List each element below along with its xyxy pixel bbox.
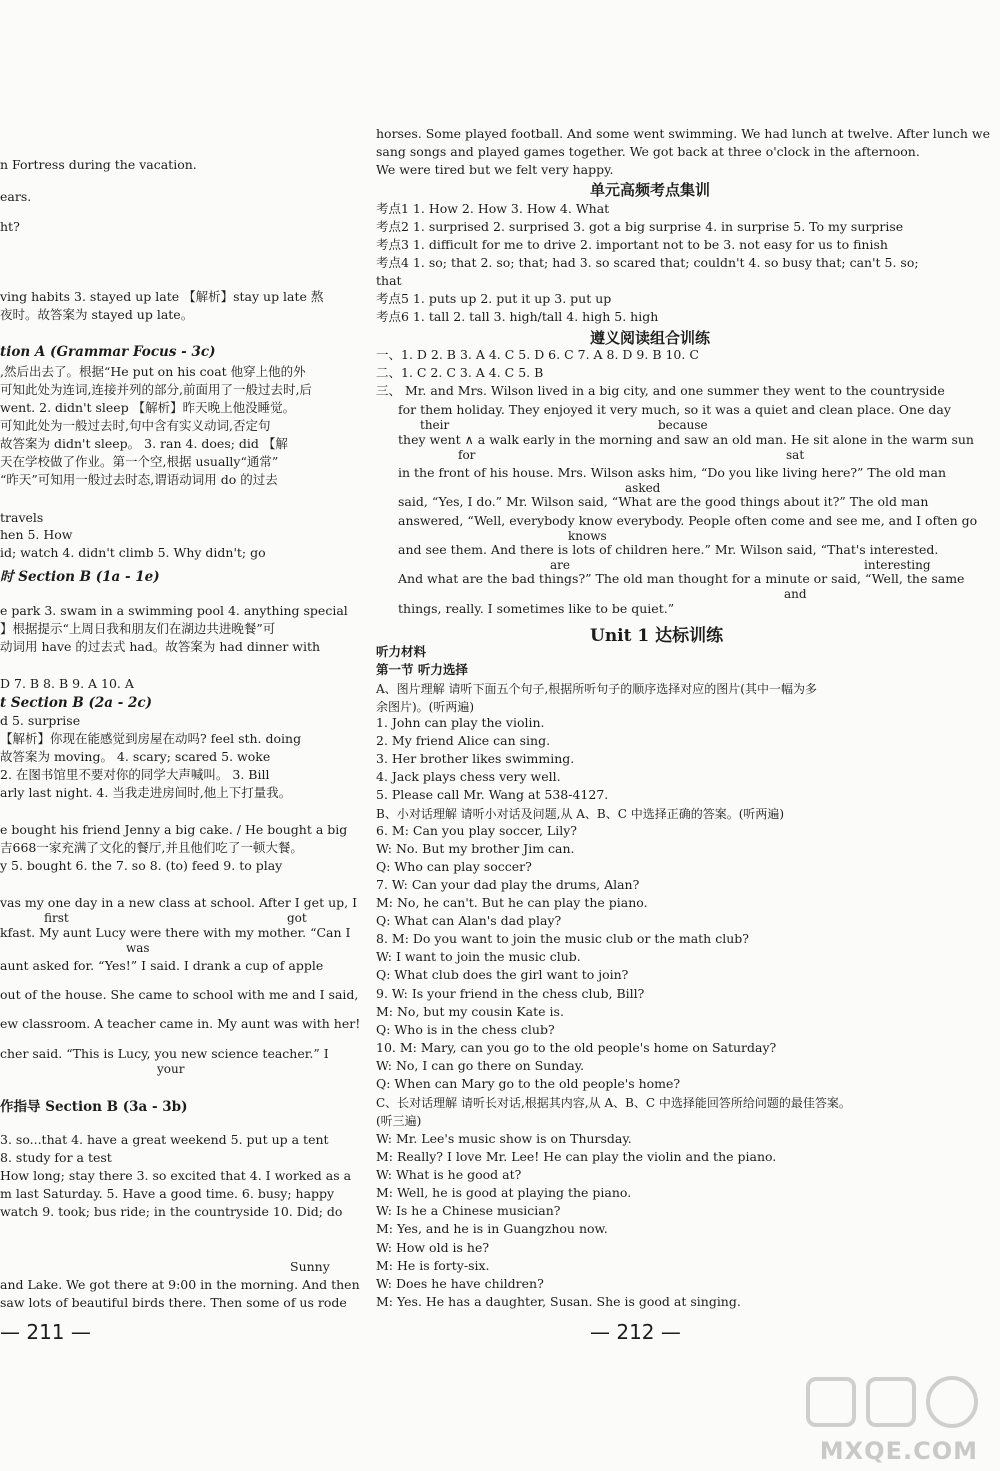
dialog-line: Q: Who is in the chess club? — [376, 1022, 555, 1037]
left-line: 】根据提示“上周日我和朋友们在湖边共进晚餐”可 — [0, 621, 276, 636]
left-line: ears. — [0, 189, 32, 204]
sentence-item: 4. Jack plays chess very well. — [376, 769, 561, 784]
watermark-text: MXQE.COM — [819, 1437, 978, 1465]
section-label: 第一节 听力选择 — [376, 662, 468, 677]
part-a-instructions: A、图片理解 请听下面五个句子,根据所听句子的顺序选择对应的图片(其中一幅为多 — [376, 682, 817, 696]
reading-line: and see them. And there is lots of children here.” Mr. Wilson said, “That's interested. — [398, 542, 939, 557]
left-line: out of the house. She came to school with me and I said, — [0, 987, 359, 1002]
dialog-line: 7. W: Can your dad play the drums, Alan? — [376, 877, 640, 892]
left-line: 故答案为 moving。 4. scary; scared 5. woke — [0, 749, 271, 764]
left-correction: was — [126, 941, 150, 955]
left-line: ving habits 3. stayed up late 【解析】stay up late 熬 — [0, 289, 324, 304]
left-line: 8. study for a test — [0, 1150, 112, 1165]
dialog-line: Q: What can Alan's dad play? — [376, 913, 562, 928]
reading-line: And what are the bad things?” The old man thought for a minute or said, “Well, the same — [398, 571, 965, 586]
long-dialog-line: W: Does he have children? — [376, 1276, 544, 1291]
left-line: went. 2. didn't sleep 【解析】昨天晚上他没睡觉。 — [0, 400, 296, 415]
left-section-heading: tion A (Grammar Focus - 3c) — [0, 344, 216, 360]
reading-correction: asked — [625, 481, 661, 495]
dialog-line: 10. M: Mary, can you go to the old people's home on Saturday? — [376, 1040, 777, 1055]
left-line: 动词用 have 的过去式 had。故答案为 had dinner with — [0, 639, 321, 654]
part-a-instructions-cont: 余图片)。(听两遍) — [376, 700, 475, 714]
long-dialog-line: M: He is forty-six. — [376, 1258, 490, 1273]
left-line: aunt asked for. “Yes!” I said. I drank a cup of apple — [0, 958, 324, 973]
long-dialog-line: W: Mr. Lee's music show is on Thursday. — [376, 1131, 632, 1146]
left-line: “昨天”可知用一般过去时态,谓语动词用 do 的过去 — [0, 472, 278, 487]
left-line: vas my one day in a new class at school. After I get up, I — [0, 895, 358, 910]
sentence-item: 3. Her brother likes swimming. — [376, 751, 575, 766]
listening-label: 听力材料 — [376, 644, 427, 659]
reading-line: in the front of his house. Mrs. Wilson asks him, “Do you like living here?” The old man — [398, 465, 947, 480]
left-line: 2. 在图书馆里不要对你的同学大声喊叫。 3. Bill — [0, 767, 270, 782]
left-line: e bought his friend Jenny a big cake. / He bought a big — [0, 822, 348, 837]
reading-correction: are — [550, 558, 570, 572]
left-line: d 5. surprise — [0, 713, 81, 728]
dialog-line: M: No, but my cousin Kate is. — [376, 1004, 564, 1019]
left-line: 天在学校做了作业。第一个空,根据 usually“通常” — [0, 454, 279, 469]
unit-title: Unit 1 达标训练 — [590, 626, 724, 646]
long-dialog-line: W: What is he good at? — [376, 1167, 522, 1182]
part-c-instructions: C、长对话理解 请听长对话,根据其内容,从 A、B、C 中选择能回答所给问题的最佳答案。 — [376, 1096, 851, 1110]
part-b-instructions: B、小对话理解 请听小对话及问题,从 A、B、C 中选择正确的答案。(听两遍) — [376, 807, 785, 821]
kaodian-line: 考点4 1. so; that 2. so; that; had 3. so scared that; couldn't 4. so busy that; can't 5. so; — [376, 255, 919, 270]
reading-line: 三、 Mr. and Mrs. Wilson lived in a big city, and one summer they went to the countryside — [376, 383, 945, 398]
dialog-line: Q: When can Mary go to the old people's home? — [376, 1076, 681, 1091]
kaodian-line: that — [376, 273, 402, 288]
left-line: 故答案为 didn't sleep。 3. ran 4. does; did 【解 — [0, 436, 288, 451]
left-line: travels — [0, 510, 44, 525]
part-c-instructions-cont: (听三遍) — [376, 1114, 422, 1128]
long-dialog-line: W: How old is he? — [376, 1240, 490, 1255]
left-line: D 7. B 8. B 9. A 10. A — [0, 676, 134, 691]
reading-correction: sat — [786, 448, 805, 462]
dialog-line: M: No, he can't. But he can play the piano. — [376, 895, 648, 910]
left-line: 【解析】你现在能感觉到房屋在动吗? feel sth. doing — [0, 731, 302, 746]
long-dialog-line: M: Yes. He has a daughter, Susan. She is good at singing. — [376, 1294, 741, 1309]
left-line: hen 5. How — [0, 527, 73, 542]
heading-reading: 遵义阅读组合训练 — [590, 329, 711, 347]
heading-kaodian: 单元高频考点集训 — [590, 181, 711, 199]
left-line: How long; stay there 3. so excited that 4. I worked as a — [0, 1168, 352, 1183]
reading-line: things, really. I sometimes like to be quiet.” — [398, 601, 675, 616]
dialog-line: Q: Who can play soccer? — [376, 859, 532, 874]
right-line: We were tired but we felt very happy. — [376, 162, 614, 177]
reading-correction: and — [784, 587, 807, 601]
dialog-line: 9. W: Is your friend in the chess club, Bill? — [376, 986, 645, 1001]
left-line: watch 9. took; bus ride; in the countryside 10. Did; do — [0, 1204, 343, 1219]
reading-line: 二、1. C 2. C 3. A 4. C 5. B — [376, 365, 544, 380]
long-dialog-line: M: Yes, and he is in Guangzhou now. — [376, 1221, 608, 1236]
left-line: Sunny — [290, 1259, 330, 1274]
left-section-heading: t Section B (2a - 2c) — [0, 695, 153, 711]
left-line: and Lake. We got there at 9:00 in the morning. And then — [0, 1277, 360, 1292]
kaodian-line: 考点2 1. surprised 2. surprised 3. got a big surprise 4. in surprise 5. To my surprise — [376, 219, 904, 234]
reading-correction: knows — [568, 529, 607, 543]
reading-line: answered, “Well, everybody know everybody. People often come and see me, and I often go — [398, 513, 978, 528]
kaodian-line: 考点5 1. puts up 2. put it up 3. put up — [376, 291, 612, 306]
reading-line: said, “Yes, I do.” Mr. Wilson said, “What are the good things about it?” The old man — [398, 494, 929, 509]
left-line: 可知此处为一般过去时,句中含有实义动词,否定句 — [0, 418, 271, 433]
reading-line: they went ∧ a walk early in the morning and saw an old man. He sit alone in the warm sun — [398, 432, 974, 447]
sentence-item: 5. Please call Mr. Wang at 538-4127. — [376, 787, 609, 802]
dialog-line: W: No, I can go there on Sunday. — [376, 1058, 585, 1073]
long-dialog-line: M: Really? I love Mr. Lee! He can play the violin and the piano. — [376, 1149, 777, 1164]
right-line: sang songs and played games together. We got back at three o'clock in the afternoon. — [376, 144, 920, 159]
reading-line: for them holiday. They enjoyed it very much, so it was a quiet and clean place. One day — [398, 402, 951, 417]
left-line: ,然后出去了。根据“He put on his coat 他穿上他的外 — [0, 364, 306, 379]
kaodian-line: 考点1 1. How 2. How 3. How 4. What — [376, 201, 610, 216]
left-line: arly last night. 4. 当我走进房间时,他上下打量我。 — [0, 785, 292, 800]
dialog-line: 6. M: Can you play soccer, Lily? — [376, 823, 577, 838]
left-line: id; watch 4. didn't climb 5. Why didn't; go — [0, 545, 266, 560]
left-page-number: — 211 — — [0, 1320, 91, 1344]
reading-correction: because — [658, 418, 708, 432]
left-line: cher said. “This is Lucy, you new science teacher.” I — [0, 1046, 329, 1061]
left-correction: first — [44, 911, 69, 925]
kaodian-line: 考点3 1. difficult for me to drive 2. important not to be 3. not easy for us to finish — [376, 237, 888, 252]
left-line: kfast. My aunt Lucy were there with my mother. “Can I — [0, 925, 351, 940]
left-correction: your — [157, 1062, 185, 1076]
left-correction: got — [287, 911, 307, 925]
left-line: saw lots of beautiful birds there. Then some of us rode — [0, 1295, 347, 1310]
left-line: 吉668一家充满了文化的餐厅,并且他们吃了一顿大餐。 — [0, 840, 303, 855]
dialog-line: 8. M: Do you want to join the music club or the math club? — [376, 931, 749, 946]
reading-line: 一、1. D 2. B 3. A 4. C 5. D 6. C 7. A 8. D 9. B 10. C — [376, 347, 699, 362]
reading-correction: their — [420, 418, 450, 432]
sentence-item: 2. My friend Alice can sing. — [376, 733, 551, 748]
left-section-heading: 时 Section B (1a - 1e) — [0, 569, 160, 585]
reading-correction: for — [458, 448, 476, 462]
dialog-line: W: No. But my brother Jim can. — [376, 841, 575, 856]
left-line: 夜时。故答案为 stayed up late。 — [0, 307, 194, 322]
left-line: m last Saturday. 5. Have a good time. 6. busy; happy — [0, 1186, 335, 1201]
long-dialog-line: M: Well, he is good at playing the piano. — [376, 1185, 632, 1200]
left-line: 可知此处为连词,连接并列的部分,前面用了一般过去时,后 — [0, 382, 312, 397]
left-line: e park 3. swam in a swimming pool 4. anything special — [0, 603, 348, 618]
dialog-line: W: I want to join the music club. — [376, 949, 581, 964]
reading-correction: interesting — [864, 558, 931, 572]
left-line: ew classroom. A teacher came in. My aunt was with her! — [0, 1016, 361, 1031]
dialog-line: Q: What club does the girl want to join? — [376, 967, 629, 982]
kaodian-line: 考点6 1. tall 2. tall 3. high/tall 4. high 5. high — [376, 309, 659, 324]
left-line: ht? — [0, 219, 20, 234]
right-line: horses. Some played football. And some went swimming. We had lunch at twelve. After lunch we — [376, 126, 990, 141]
right-page-number: — 212 — — [590, 1320, 681, 1344]
left-line: y 5. bought 6. the 7. so 8. (to) feed 9. to play — [0, 858, 283, 873]
sentence-item: 1. John can play the violin. — [376, 715, 545, 730]
left-line: 3. so...that 4. have a great weekend 5. put up a tent — [0, 1132, 329, 1147]
left-section-heading: 作指导 Section B (3a - 3b) — [0, 1099, 188, 1115]
left-line: n Fortress during the vacation. — [0, 157, 197, 172]
watermark-icon — [800, 1373, 990, 1433]
long-dialog-line: W: Is he a Chinese musician? — [376, 1203, 561, 1218]
